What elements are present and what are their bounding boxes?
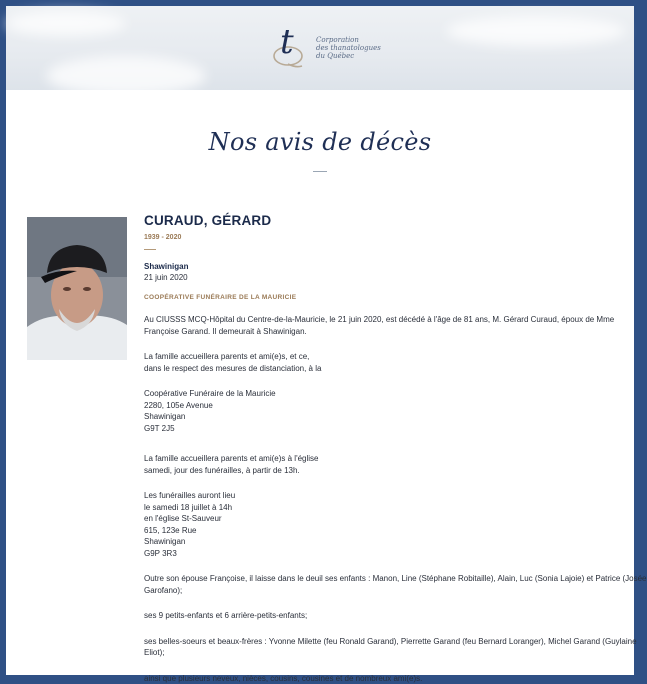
deceased-city: Shawinigan: [144, 262, 624, 271]
obituary-paragraph: Au CIUSSS MCQ-Hôpital du Centre-de-la-Mauricie, le 21 juin 2020, est décédé à l'âge de 81 ans, M. Gérard Curaud, époux de Mme Françoise Garand. Il demeurait à Shawinigan.: [144, 314, 624, 337]
deceased-name: CURAUD, GÉRARD: [144, 213, 624, 228]
obituary-content: [144, 213, 624, 684]
obituary-paragraph: Outre son épouse Françoise, il laisse dans le deuil ses enfants : Manon, Line (Stéphane Robitaille), Alain, Luc (Sonia Lajoie) et Patrice (Josée Garofano);: [144, 573, 624, 596]
obituary-paragraph: ainsi que plusieurs neveux, nièces, cousins, cousines et de nombreux ami(e)s.: [144, 673, 624, 684]
title-divider: [313, 171, 327, 172]
obituary-paragraph: La famille accueillera parents et ami(e)s à l'église samedi, jour des funérailles, à partir de 13h.: [144, 453, 624, 476]
logo-emblem-icon: [268, 26, 308, 70]
page-title: Nos avis de décès: [6, 128, 634, 156]
corporation-logo[interactable]: [268, 26, 381, 70]
obituary-paragraph: Coopérative Funéraire de la Mauricie 2280, 105e Avenue Shawinigan G9T 2J5: [144, 388, 624, 434]
obituary-paragraph: ses 9 petits-enfants et 6 arrière-petits-enfants;: [144, 610, 624, 622]
logo-letter: t: [280, 22, 294, 62]
obituary-paragraph: La famille accueillera parents et ami(e)s, et ce, dans le respect des mesures de distanciation, à la: [144, 351, 624, 374]
obituary-paragraph: Les funérailles auront lieu le samedi 18 juillet à 14h en l'église St-Sauveur 615, 123e Rue Shawinigan G9P 3R3: [144, 490, 624, 559]
name-divider: [144, 249, 156, 250]
funeral-home-link[interactable]: COOPÉRATIVE FUNÉRAIRE DE LA MAURICIE: [144, 294, 624, 301]
page-frame: [6, 6, 634, 675]
logo-org-name: Corporation des thanatologues du Québec: [316, 36, 381, 60]
deceased-photo: [27, 217, 127, 360]
header-banner: [6, 6, 634, 90]
deceased-years: 1939 - 2020: [144, 234, 624, 241]
death-date: 21 juin 2020: [144, 273, 624, 282]
obituary-paragraph: ses belles-soeurs et beaux-frères : Yvonne Milette (feu Ronald Garand), Pierrette Garand (feu Bernard Loranger), Michel Garand (Guylaine Eliot);: [144, 636, 624, 659]
